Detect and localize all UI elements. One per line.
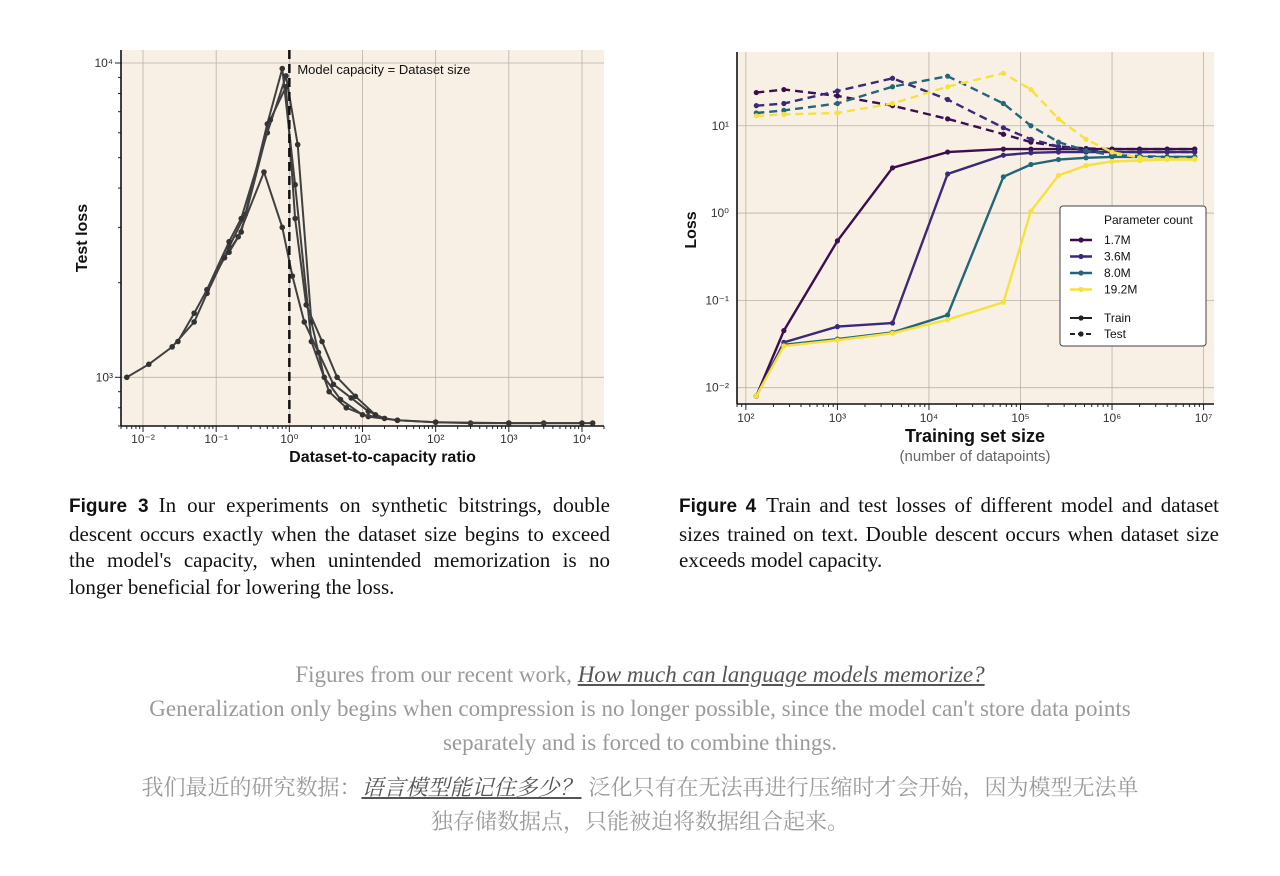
data-point bbox=[579, 420, 585, 426]
train-point bbox=[1165, 149, 1170, 154]
test-point bbox=[890, 76, 895, 81]
data-point bbox=[334, 375, 340, 381]
data-point bbox=[353, 394, 359, 400]
figure-4-caption bbox=[679, 492, 1219, 574]
figure-4-chart bbox=[670, 0, 1240, 480]
data-point bbox=[268, 117, 274, 123]
data-point bbox=[175, 339, 181, 345]
x-axis-label: Dataset-to-capacity ratio bbox=[289, 449, 476, 466]
test-point bbox=[1083, 148, 1088, 153]
x-axis-sublabel: (number of datapoints) bbox=[899, 448, 1051, 465]
test-point bbox=[1028, 87, 1033, 92]
data-point bbox=[590, 420, 596, 426]
y-tick-label: 10⁰ bbox=[710, 206, 729, 221]
train-point bbox=[835, 324, 840, 329]
train-point bbox=[945, 312, 950, 317]
train-point bbox=[945, 317, 950, 322]
note-zh-prefix: 我们最近的研究数据： bbox=[141, 776, 362, 801]
legend-style-label: Train bbox=[1104, 311, 1131, 325]
data-point bbox=[433, 419, 439, 425]
test-point bbox=[945, 116, 950, 121]
x-tick-label: 10² bbox=[737, 411, 755, 425]
train-point bbox=[890, 320, 895, 325]
note-en-prefix: Figures from our recent work, bbox=[295, 662, 578, 687]
data-point bbox=[204, 287, 210, 293]
data-point bbox=[301, 319, 307, 325]
figure-3-chart bbox=[60, 0, 620, 480]
train-point bbox=[1028, 150, 1033, 155]
data-point bbox=[146, 362, 152, 368]
legend-label: 1.7M bbox=[1104, 233, 1131, 247]
x-tick-label: 10⁻² bbox=[131, 432, 155, 446]
test-point bbox=[754, 103, 759, 108]
data-point bbox=[124, 375, 130, 381]
axis-ticks bbox=[737, 404, 1204, 410]
data-point bbox=[373, 412, 379, 418]
legend-swatch-marker bbox=[1078, 237, 1083, 242]
legend-swatch-marker bbox=[1078, 254, 1083, 259]
train-point bbox=[890, 165, 895, 170]
note-zh-rest: 泛化只有在无法再进行压缩时才会开始，因为模型无法单独存储数据点，只能被迫将数据组合起来。 bbox=[430, 776, 1139, 835]
data-point bbox=[279, 225, 285, 231]
x-tick-label: 10¹ bbox=[353, 432, 372, 446]
train-point bbox=[1028, 209, 1033, 214]
train-point bbox=[1056, 149, 1061, 154]
x-tick-label: 10⁰ bbox=[280, 432, 299, 446]
data-point bbox=[319, 339, 325, 345]
test-point bbox=[835, 93, 840, 98]
test-point bbox=[945, 74, 950, 79]
test-point bbox=[1056, 116, 1061, 121]
data-point bbox=[292, 216, 298, 222]
data-point bbox=[222, 255, 228, 261]
train-point bbox=[781, 328, 786, 333]
x-tick-label: 10⁷ bbox=[1194, 411, 1213, 425]
data-point bbox=[238, 229, 244, 235]
test-point bbox=[890, 101, 895, 106]
capacity-line-label: Model capacity = Dataset size bbox=[297, 62, 471, 77]
test-point bbox=[835, 88, 840, 93]
data-point bbox=[506, 420, 512, 426]
legend-label: 19.2M bbox=[1104, 282, 1138, 297]
x-tick-label: 10³ bbox=[828, 411, 847, 425]
data-point bbox=[226, 249, 232, 255]
test-point bbox=[1056, 140, 1061, 145]
train-point bbox=[754, 394, 759, 399]
data-point bbox=[321, 375, 327, 381]
legend-style-marker bbox=[1078, 331, 1083, 336]
paper-link[interactable]: How much can language models memorize? bbox=[577, 662, 985, 687]
train-point bbox=[1165, 157, 1170, 162]
note-en-rest: Generalization only begins when compression is no longer possible, since the model can't store data points separately and is forced to combine things. bbox=[149, 696, 1131, 755]
figure-4-caption-label: Figure 4 bbox=[679, 496, 757, 517]
data-point bbox=[169, 344, 175, 350]
train-point bbox=[1028, 162, 1033, 167]
train-point bbox=[1001, 174, 1006, 179]
data-point bbox=[382, 416, 388, 422]
train-point bbox=[835, 338, 840, 343]
note-chinese bbox=[140, 772, 1140, 840]
x-axis-label: Training set size bbox=[904, 426, 1046, 446]
legend-title: Parameter count bbox=[1104, 213, 1193, 227]
y-tick-label: 10¹ bbox=[711, 118, 729, 133]
train-point bbox=[890, 331, 895, 336]
paper-link-zh[interactable]: 语言模型能记住多少？ bbox=[361, 776, 582, 801]
train-point bbox=[1109, 154, 1114, 159]
x-tick-label: 10³ bbox=[500, 432, 518, 446]
data-point bbox=[326, 389, 332, 395]
train-point bbox=[1056, 173, 1061, 178]
train-point bbox=[835, 238, 840, 243]
legend-label: 3.6M bbox=[1104, 249, 1131, 264]
test-point bbox=[781, 112, 786, 117]
train-point bbox=[945, 149, 950, 154]
y-tick-label: 10⁻¹ bbox=[705, 293, 729, 308]
data-point bbox=[279, 66, 285, 72]
test-point bbox=[754, 113, 759, 118]
train-point bbox=[1109, 159, 1114, 164]
data-point bbox=[395, 417, 401, 423]
train-point bbox=[781, 343, 786, 348]
x-tick-label: 10⁵ bbox=[1011, 411, 1030, 425]
train-point bbox=[1192, 157, 1197, 162]
train-point bbox=[945, 171, 950, 176]
legend-label: 8.0M bbox=[1104, 266, 1131, 280]
legend-box bbox=[1060, 206, 1206, 346]
y-tick-label: 10⁻² bbox=[705, 380, 729, 395]
test-point bbox=[945, 84, 950, 89]
train-point bbox=[1083, 163, 1088, 168]
note-english bbox=[140, 658, 1140, 760]
data-point bbox=[191, 310, 197, 316]
data-point bbox=[338, 397, 344, 403]
test-point bbox=[1001, 101, 1006, 106]
data-point bbox=[316, 350, 322, 356]
train-point bbox=[1001, 153, 1006, 158]
y-axis-label: Test loss bbox=[74, 203, 91, 273]
x-tick-label: 10⁴ bbox=[919, 411, 939, 425]
data-point bbox=[303, 302, 309, 308]
train-point bbox=[1001, 147, 1006, 152]
test-point bbox=[1001, 125, 1006, 130]
data-point bbox=[261, 169, 267, 175]
data-point bbox=[191, 319, 197, 325]
test-point bbox=[945, 97, 950, 102]
figure-3-caption-label: Figure 3 bbox=[69, 496, 149, 517]
test-point bbox=[1001, 71, 1006, 76]
legend-swatch-marker bbox=[1078, 270, 1083, 275]
test-point bbox=[1028, 123, 1033, 128]
x-tick-label: 10⁴ bbox=[572, 432, 592, 446]
data-point bbox=[283, 84, 289, 90]
train-point bbox=[1001, 300, 1006, 305]
data-point bbox=[283, 73, 289, 79]
test-point bbox=[754, 90, 759, 95]
data-point bbox=[295, 142, 301, 148]
test-point bbox=[1109, 149, 1114, 154]
test-point bbox=[781, 87, 786, 92]
figure-4-caption-text: Train and test losses of different model and dataset sizes trained on text. Double descent occurs when dataset size exceeds model capacity. bbox=[679, 493, 1219, 572]
test-point bbox=[890, 84, 895, 89]
train-point bbox=[1083, 155, 1088, 160]
legend-style-marker bbox=[1078, 315, 1083, 320]
test-point bbox=[1001, 132, 1006, 137]
legend bbox=[1060, 206, 1206, 346]
data-point bbox=[226, 239, 232, 245]
test-point bbox=[835, 101, 840, 106]
y-tick-label: 10⁴ bbox=[94, 56, 113, 71]
train-point bbox=[1137, 158, 1142, 163]
y-axis-label: Loss bbox=[683, 211, 700, 249]
test-point bbox=[835, 110, 840, 115]
figure-3-caption-text: In our experiments on synthetic bitstrings, double descent occurs exactly when the dataset size begins to exceed the model's capacity, when unintended memorization is no longer beneficial for lowering the loss. bbox=[69, 493, 610, 599]
x-tick-label: 10⁶ bbox=[1102, 411, 1122, 425]
data-point bbox=[331, 382, 337, 388]
x-tick-label: 10⁻¹ bbox=[204, 432, 229, 446]
legend-style-label: Test bbox=[1104, 327, 1127, 341]
legend-swatch-marker bbox=[1078, 287, 1083, 292]
train-point bbox=[1056, 157, 1061, 162]
train-point bbox=[1192, 149, 1197, 154]
figure-3-caption bbox=[69, 492, 610, 600]
test-point bbox=[1028, 137, 1033, 142]
y-tick-label: 10³ bbox=[95, 370, 113, 385]
data-point bbox=[360, 412, 366, 418]
x-tick-label: 10² bbox=[426, 432, 445, 446]
test-point bbox=[781, 101, 786, 106]
test-point bbox=[1083, 137, 1088, 142]
